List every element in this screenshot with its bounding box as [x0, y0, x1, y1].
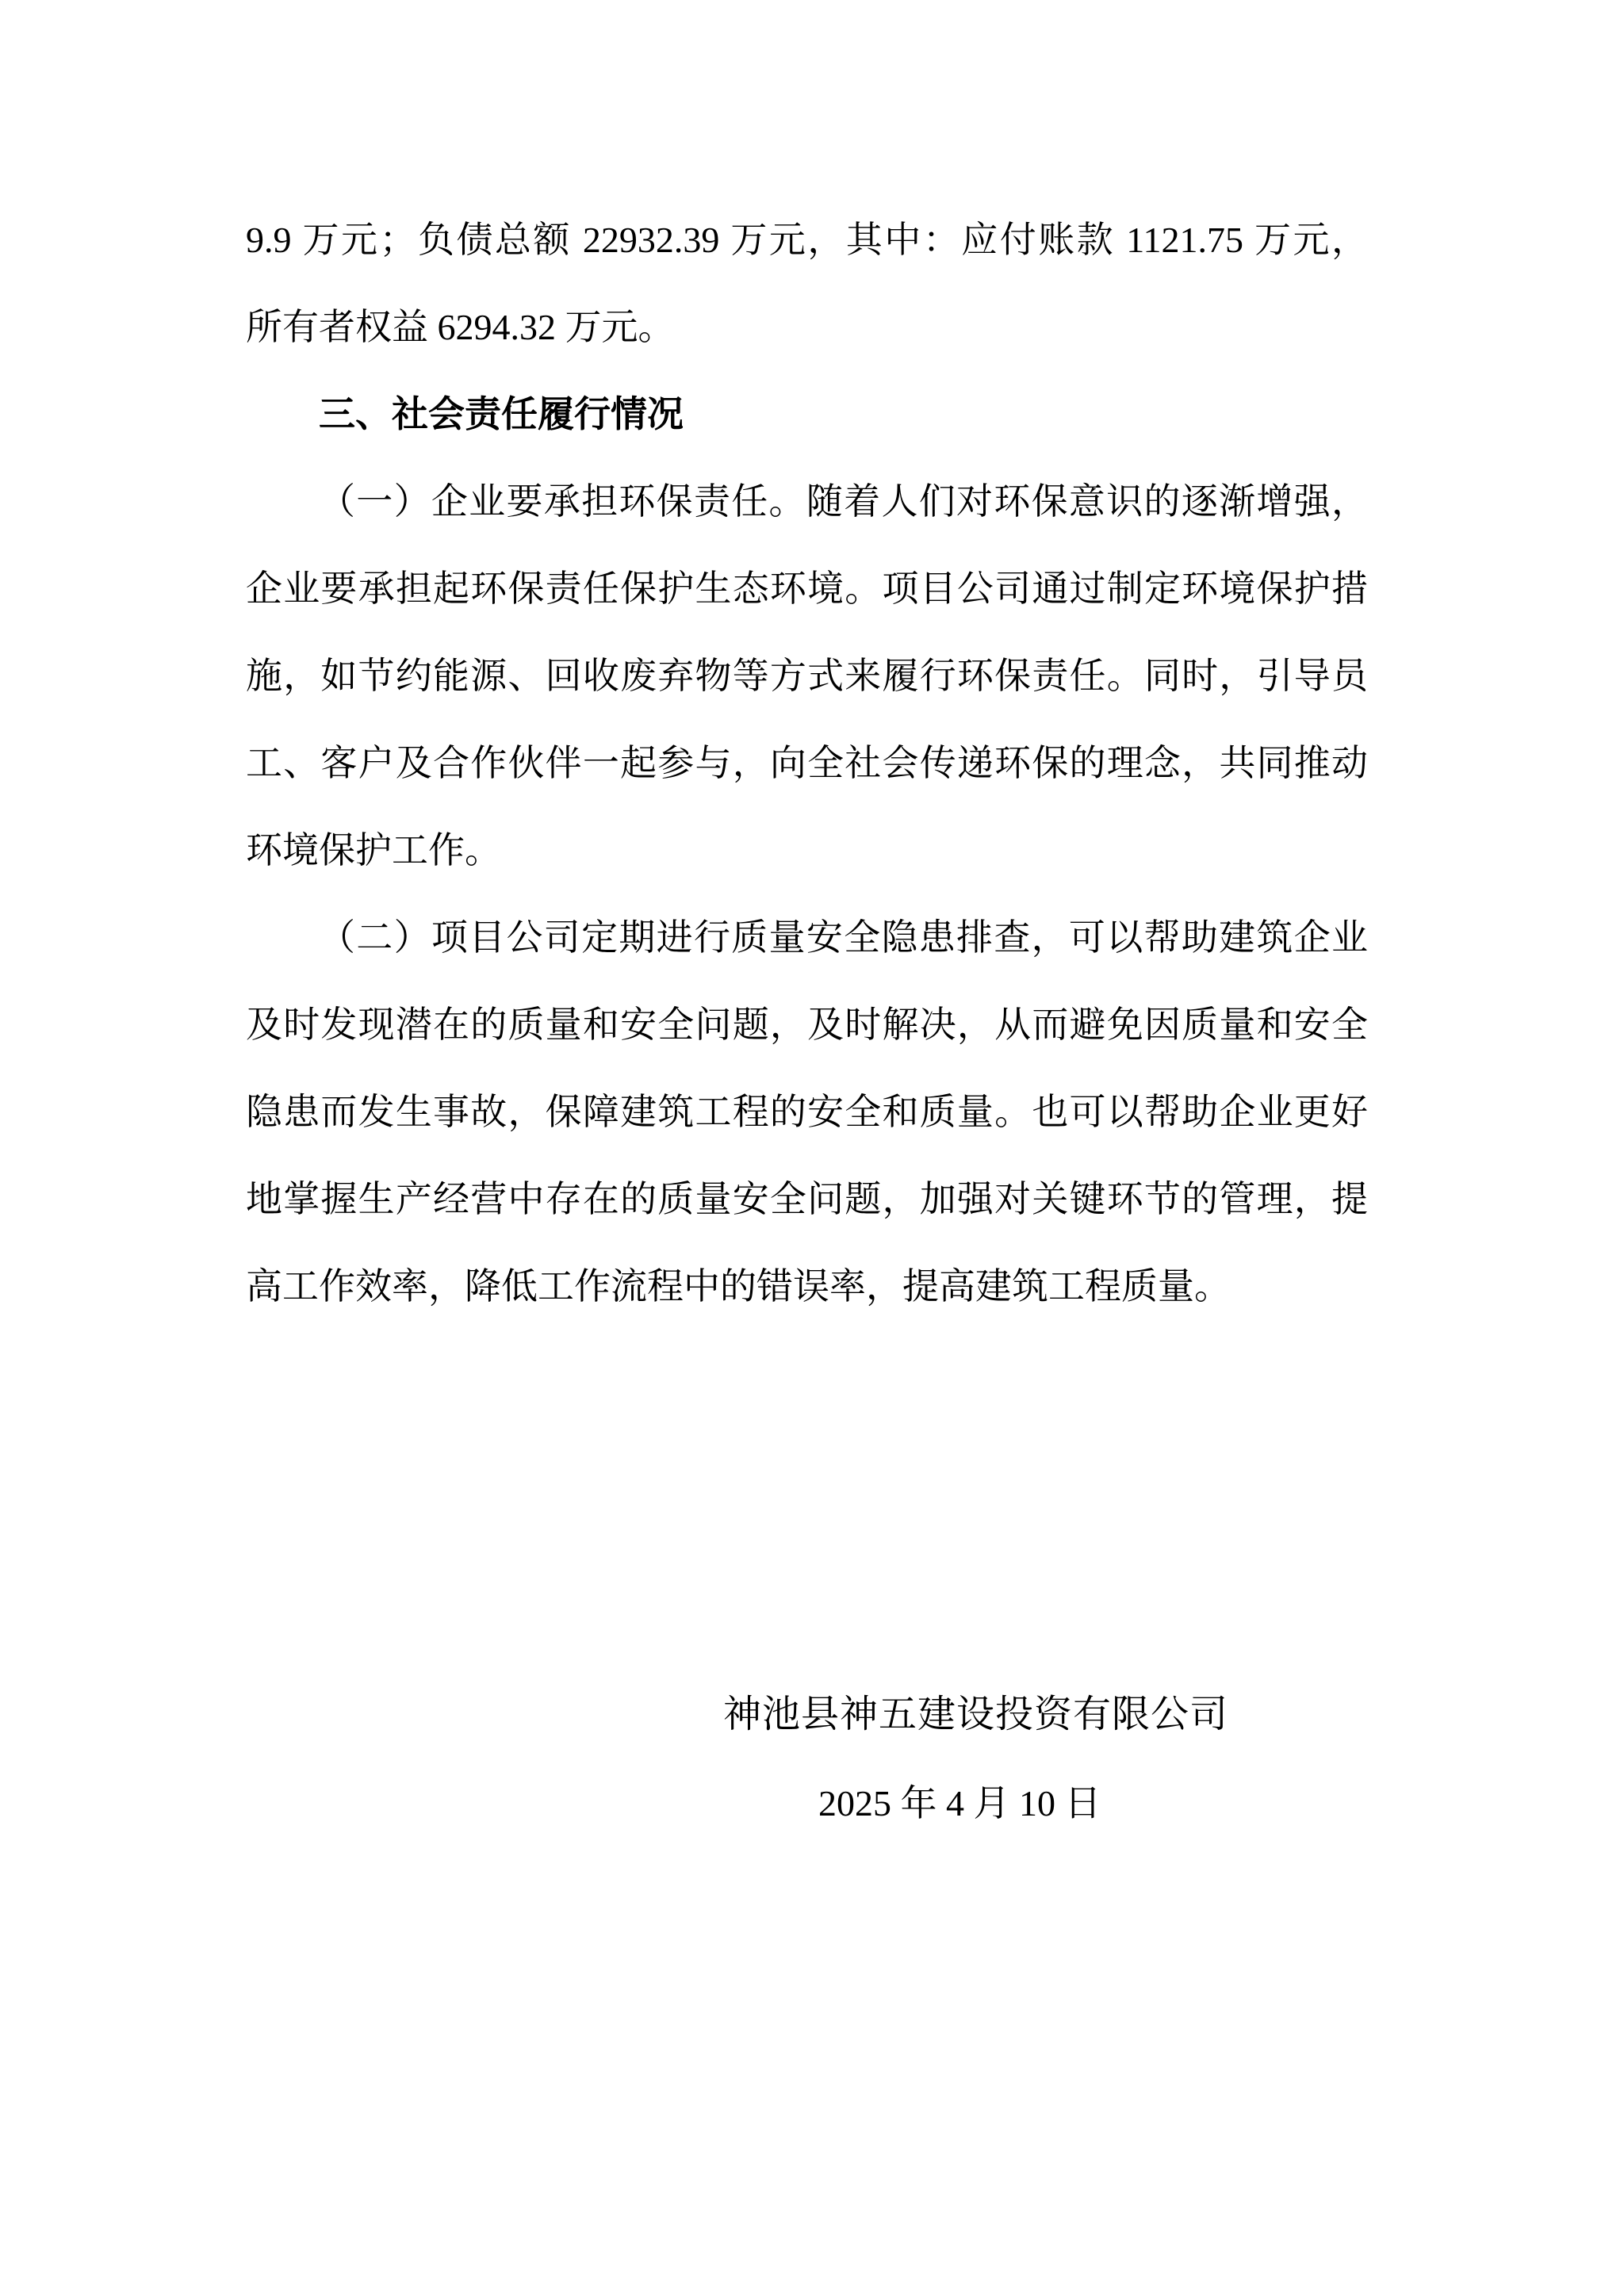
section-heading: 三、社会责任履行情况 — [319, 394, 684, 434]
signature-date: 2025 年 4 月 10 日 — [818, 1783, 1101, 1823]
body-line: 所有者权益 6294.32 万元。 — [246, 307, 675, 347]
document-body — [246, 197, 1368, 1330]
body-line: 工、客户及合作伙伴一起参与，向全社会传递环保的理念，共同推动 — [246, 743, 1368, 783]
paragraph-first-line: （二）项目公司定期进行质量安全隐患排查，可以帮助建筑企业 — [319, 917, 1368, 958]
paragraph-first-line: （一）企业要承担环保责任。随着人们对环保意识的逐渐增强， — [319, 481, 1368, 522]
body-line: 地掌握生产经营中存在的质量安全问题，加强对关键环节的管理，提 — [246, 1179, 1368, 1219]
body-line: 施，如节约能源、回收废弃物等方式来履行环保责任。同时，引导员 — [246, 656, 1368, 696]
body-line: 企业要承担起环保责任保护生态环境。项目公司通过制定环境保护措 — [246, 568, 1368, 609]
body-line: 及时发现潜在的质量和安全问题，及时解决，从而避免因质量和安全 — [246, 1004, 1368, 1045]
body-line: 9.9 万元；负债总额 22932.39 万元，其中：应付账款 1121.75 万元， — [246, 220, 1368, 260]
signature-company: 神池县神五建设投资有限公司 — [723, 1693, 1229, 1735]
body-line: 高工作效率，降低工作流程中的错误率，提高建筑工程质量。 — [246, 1266, 1231, 1307]
body-line: 隐患而发生事故，保障建筑工程的安全和质量。也可以帮助企业更好 — [246, 1092, 1368, 1132]
body-line: 环境保护工作。 — [246, 830, 501, 871]
